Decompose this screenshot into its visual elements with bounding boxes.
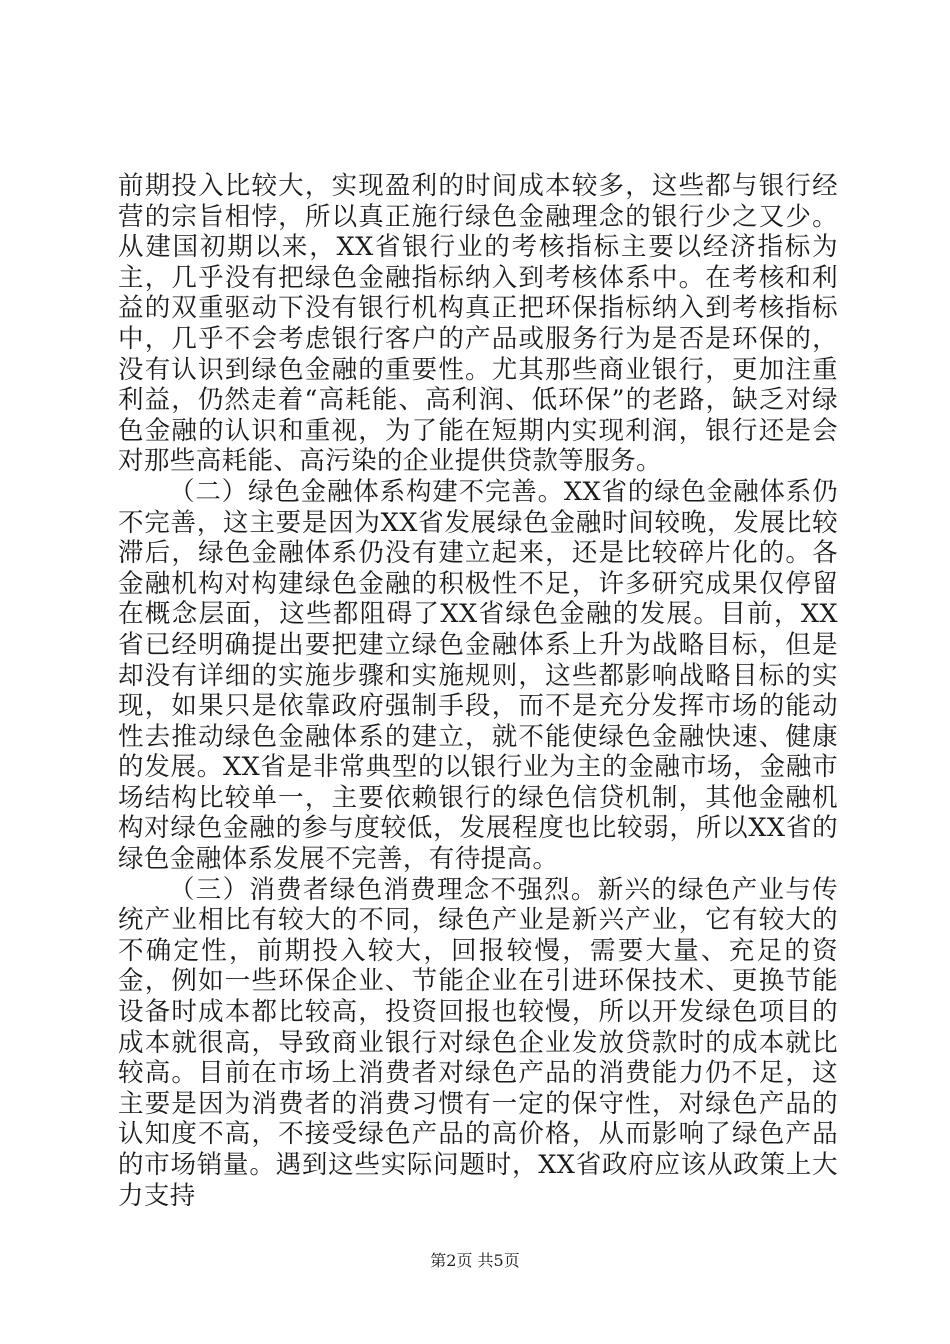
paragraph-continuation: 前期投入比较大，实现盈利的时间成本较多，这些都与银行经营的宗旨相悖，所以真正施行绿色金融理念的银行少之又少。从建国初期以来，XX省银行业的考核指标主要以经济指标为主，几乎没有把绿色金融指标纳入到考核体系中。在考核和利益的双重驱动下没有银行机构真正把环保指标纳入到考核指标中，几乎不会考虑银行客户的产品或服务行为是否是环保的，没有认识到绿色金融的重要性。尤其那些商业银行，更加注重利益，仍然走着“高耗能、高利润、低环保”的老路，缺乏对绿色金融的认识和重视，为了能在短期内实现利润，银行还是会对那些高耗能、高污染的企业提供贷款等服务。 [118,171,838,477]
paragraph-section-3: （三）消费者绿色消费理念不强烈。新兴的绿色产业与传统产业相比有较大的不同，绿色产业是新兴产业，它有较大的不确定性，前期投入较大，回报较慢，需要大量、充足的资金，例如一些环保企业、节能企业在引进环保技术、更换节能设备时成本都比较高，投资回报也较慢，所以开发绿色项目的成本就很高，导致商业银行对绿色企业发放贷款时的成本就比较高。目前在市场上消费者对绿色产品的消费能力仍不足，这主要是因为消费者的消费习惯有一定的保守性，对绿色产品的认知度不高，不接受绿色产品的高价格，从而影响了绿色产品的市场销量。遇到这些实际问题时，XX省政府应该从政策上大力支持 [118,874,838,1211]
page-footer: 第2页 共5页 [430,1251,520,1270]
paragraph-section-2: （二）绿色金融体系构建不完善。XX省的绿色金融体系仍不完善，这主要是因为XX省发展绿色金融时间较晚，发展比较滞后，绿色金融体系仍没有建立起来，还是比较碎片化的。各金融机构对构建绿色金融的积极性不足，许多研究成果仅停留在概念层面，这些都阻碍了XX省绿色金融的发展。目前，XX省已经明确提出要把建立绿色金融体系上升为战略目标，但是却没有详细的实施步骤和实施规则，这些都影响战略目标的实现，如果只是依靠政府强制手段，而不是充分发挥市场的能动性去推动绿色金融体系的建立，就不能使绿色金融快速、健康的发展。XX省是非常典型的以银行业为主的金融市场，金融市场结构比较单一，主要依赖银行的绿色信贷机制，其他金融机构对绿色金融的参与度较低，发展程度也比较弱，所以XX省的绿色金融体系发展不完善，有待提高。 [118,476,838,875]
document-body [118,171,838,1211]
